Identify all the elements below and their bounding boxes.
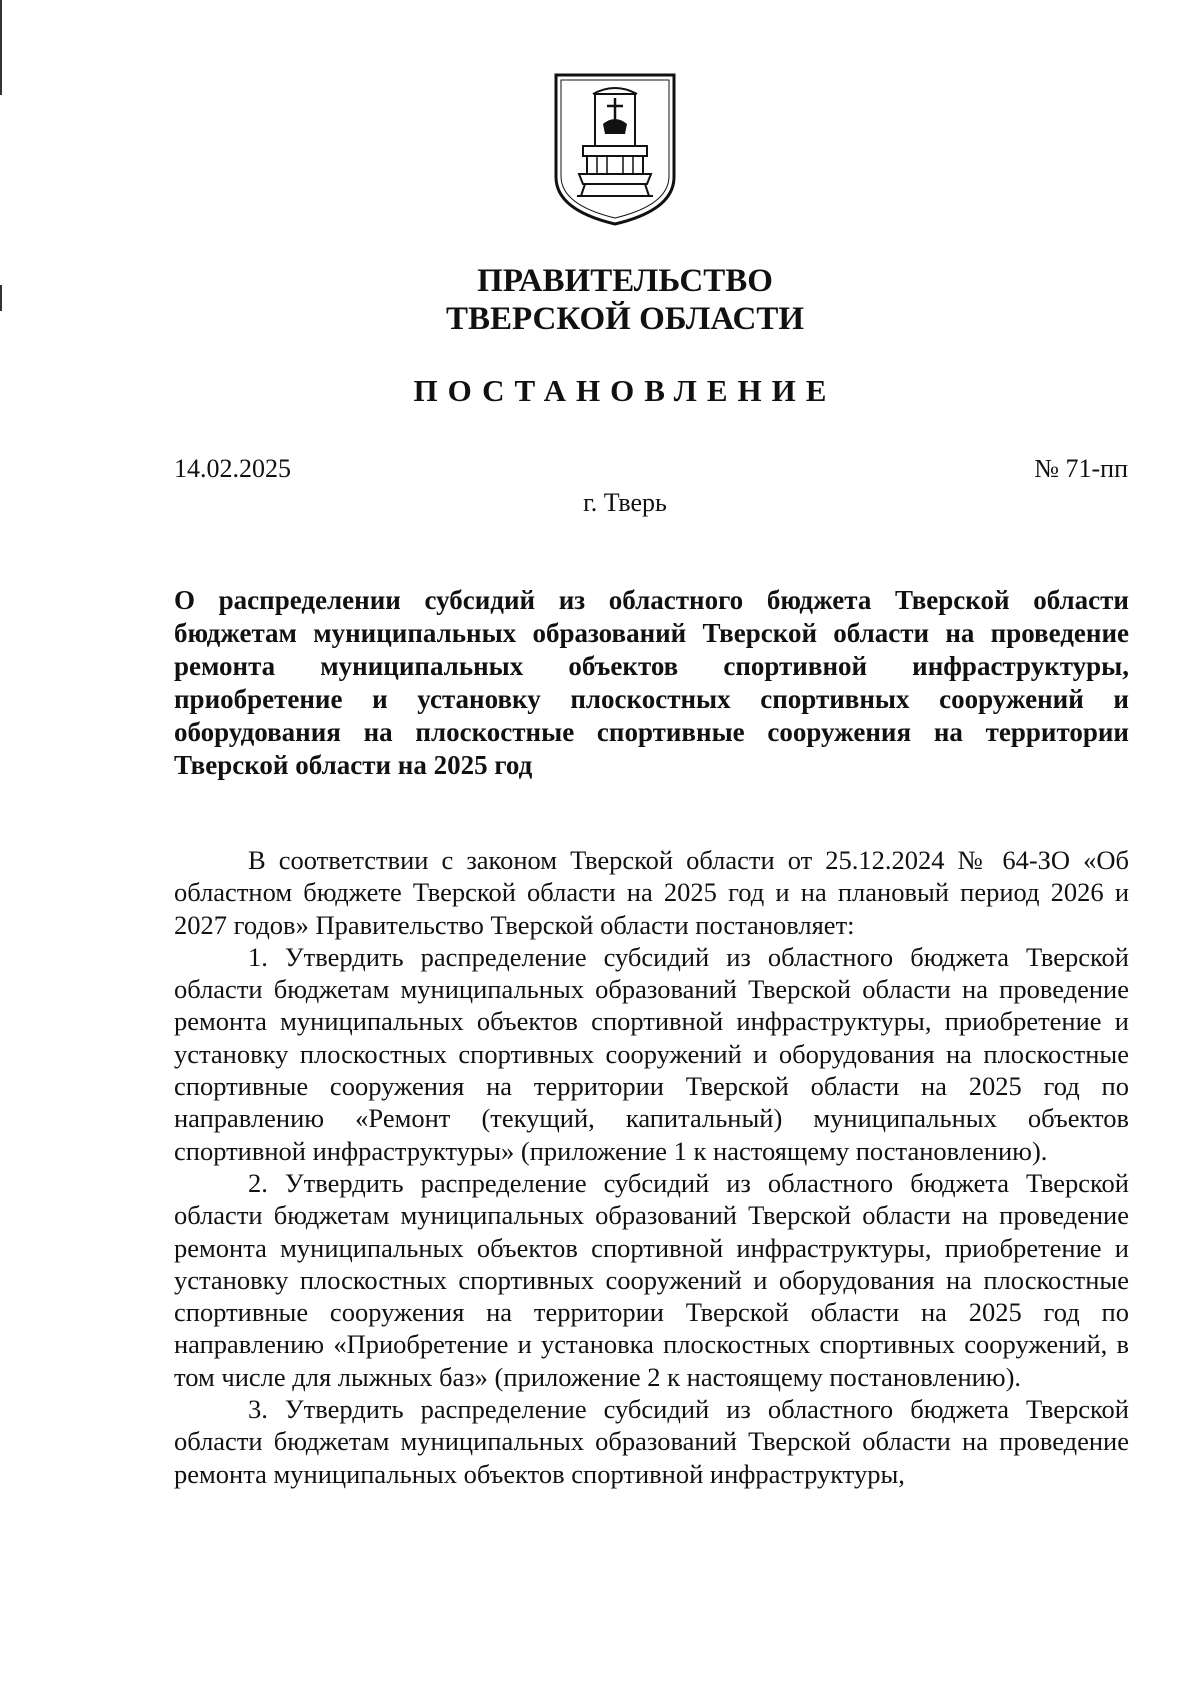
organization-region: ТВЕРСКОЙ ОБЛАСТИ [445, 301, 805, 337]
document-title: О распределении субсидий из областного бюджета Тверской области бюджетам муниципальных образований Тверской области на проведение ремонта муниципальных объектов спортивной инфраструктуры, приобретение и установку плоскостных спортивных сооружений и оборудования на плоскостные спортивные сооружения на территории Тверской области на 2025 год [174, 585, 1129, 780]
body-paragraph: В соответствии с законом Тверской области от 25.12.2024 № 64-ЗО «Об областном бюджете Тверской области на 2025 год и на плановый период 2026 и 2027 годов» Правительство Тверской области постановляет: [174, 845, 1129, 940]
document-number: № 71-пп [1034, 454, 1128, 483]
document-body [174, 844, 1129, 1490]
body-paragraph: 3. Утвердить распределение субсидий из областного бюджета Тверской области бюджетам муниципальных образований Тверской области на проведение ремонта муниципальных объектов спортивной инфраструктуры, [174, 1394, 1129, 1489]
document-type: ПОСТАНОВЛЕНИЕ [413, 373, 837, 408]
body-paragraph: 2. Утвердить распределение субсидий из областного бюджета Тверской области бюджетам муниципальных образований Тверской области на проведение ремонта муниципальных объектов спортивной инфраструктуры, приобретение и установку плоскостных спортивных сооружений и оборудования на плоскостные спортивные сооружения на территории Тверской области на 2025 год по направлению «Приобретение и установка плоскостных спортивных сооружений, в том числе для лыжных баз» (приложение 2 к настоящему постановлению). [174, 1167, 1129, 1392]
organization-name: ПРАВИТЕЛЬСТВО [477, 263, 773, 299]
document-date: 14.02.2025 [174, 454, 291, 483]
body-paragraph: 1. Утвердить распределение субсидий из областного бюджета Тверской области бюджетам муниципальных образований Тверской области на проведение ремонта муниципальных объектов спортивной инфраструктуры, приобретение и установку плоскостных спортивных сооружений и оборудования на плоскостные спортивные сооружения на территории Тверской области на 2025 год по направлению «Ремонт (текущий, капитальный) муниципальных объектов спортивной инфраструктуры» (приложение 1 к настоящему постановлению). [174, 941, 1129, 1166]
document-city: г. Тверь [583, 488, 667, 517]
tver-coat-of-arms-icon [553, 72, 677, 227]
scan-edge-mark [0, 0, 2, 95]
